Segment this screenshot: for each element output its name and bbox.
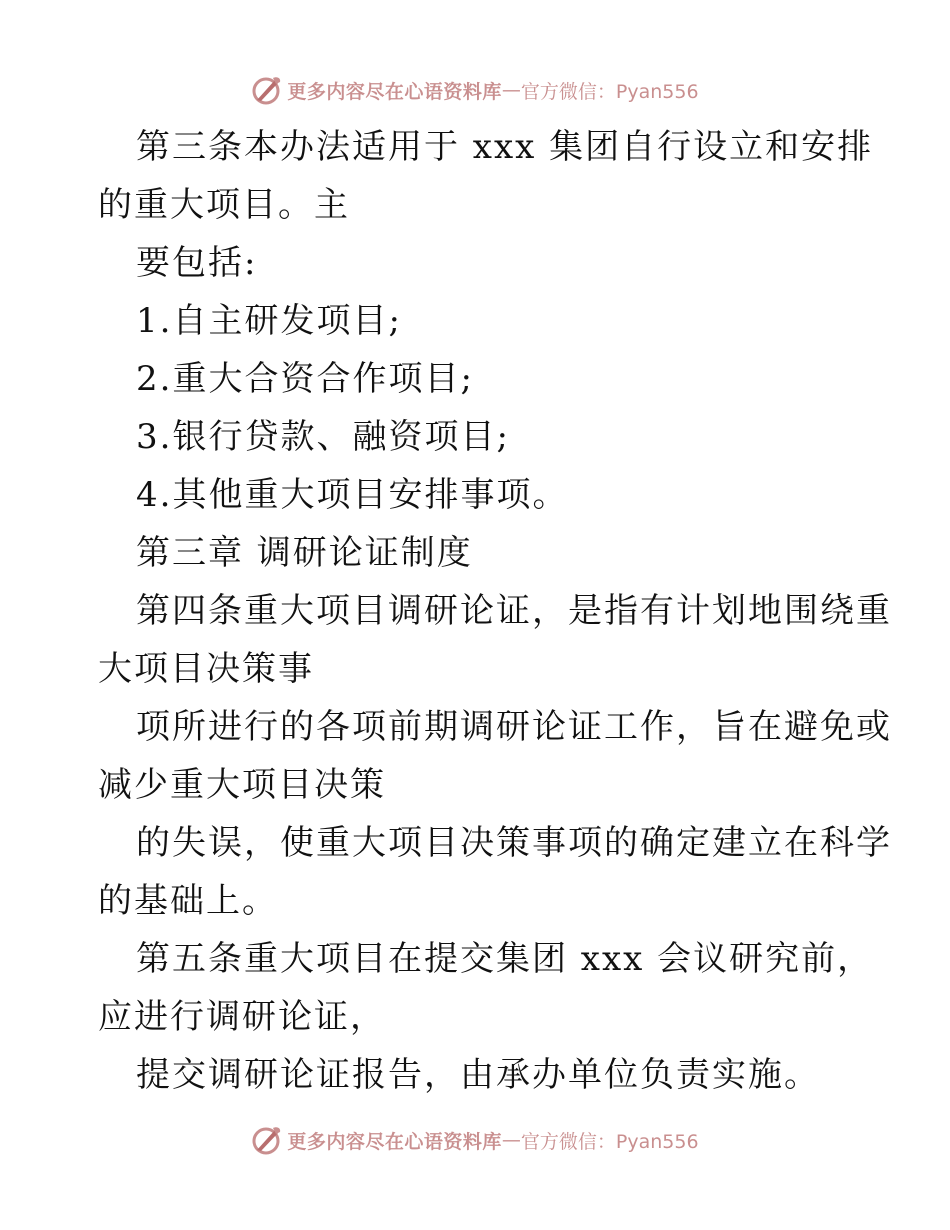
feather-pen-seal-icon: [251, 74, 283, 106]
chapter-heading: 第三章 调研论证制度: [136, 533, 473, 573]
paragraph-line: 的重大项目。主: [98, 185, 350, 225]
paragraph-line: 的基础上。: [98, 881, 278, 921]
list-item: 1.自主研发项目;: [136, 301, 402, 341]
paragraph-line: 项所进行的各项前期调研论证工作，旨在避免或: [136, 707, 892, 747]
paragraph-line: 应进行调研论证，: [98, 997, 386, 1037]
paragraph-line: 的失误，使重大项目决策事项的确定建立在科学: [136, 823, 892, 863]
watermark-text: 更多内容尽在心语资料库: [287, 80, 502, 103]
list-item: 2.重大合资合作项目;: [136, 359, 474, 399]
watermark-separator: —: [501, 1129, 521, 1151]
watermark-separator: —: [501, 79, 521, 101]
paragraph-line: 提交调研论证报告，由承办单位负责实施。: [136, 1055, 820, 1095]
watermark-wechat: 官方微信：Pyan556: [520, 1130, 699, 1153]
document-body: [98, 118, 892, 1104]
paragraph-line: 大项目决策事: [98, 649, 314, 689]
watermark-wechat: 官方微信：Pyan556: [520, 80, 699, 103]
list-item: 3.银行贷款、融资项目;: [136, 417, 510, 457]
paragraph-line: 第四条重大项目调研论证，是指有计划地围绕重: [136, 591, 892, 631]
paragraph-line: 第五条重大项目在提交集团 xxx 会议研究前，: [136, 939, 874, 979]
paragraph-line: 减少重大项目决策: [98, 765, 386, 805]
header-watermark: [0, 73, 950, 107]
list-item: 4.其他重大项目安排事项。: [136, 475, 569, 515]
feather-pen-seal-icon: [251, 1124, 283, 1156]
footer-watermark: [0, 1123, 950, 1157]
paragraph-line: 第三条本办法适用于 xxx 集团自行设立和安排: [136, 127, 874, 167]
paragraph-line: 要包括:: [136, 243, 258, 283]
watermark-text: 更多内容尽在心语资料库: [287, 1130, 502, 1153]
